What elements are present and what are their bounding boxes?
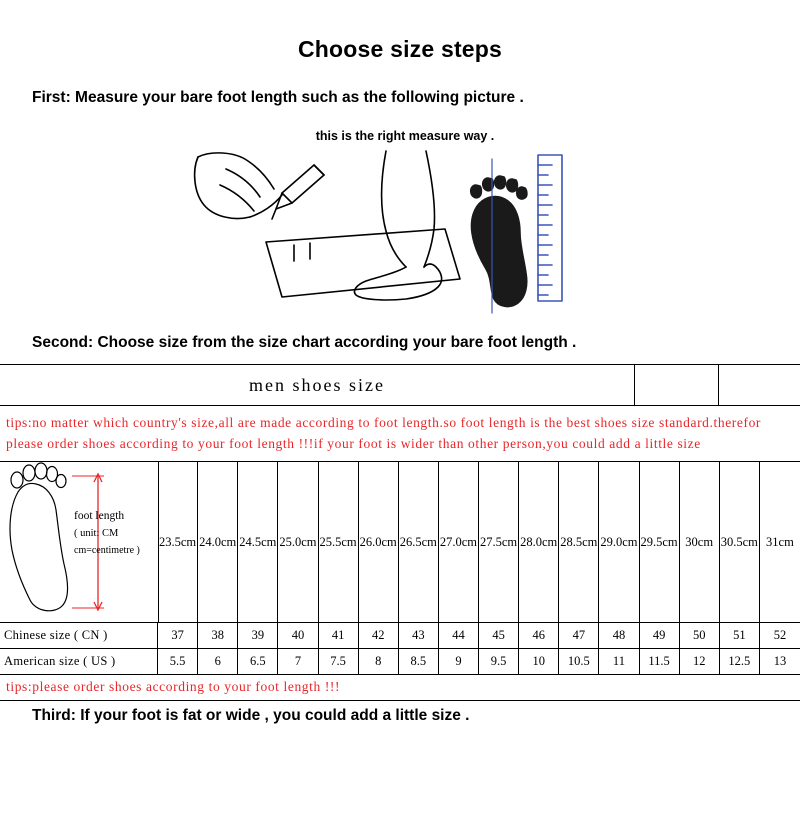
cn-size-cell: 39 xyxy=(238,623,278,648)
foot-length-label xyxy=(74,508,140,559)
foot-length-cell: 29.5cm xyxy=(640,462,680,622)
foot-length-cell: 28.5cm xyxy=(559,462,599,622)
row-label-us: American size ( US ) xyxy=(0,649,158,674)
us-size-cell: 11 xyxy=(599,649,639,674)
table-row-us xyxy=(0,649,800,675)
cn-size-cell: 47 xyxy=(559,623,599,648)
cn-size-cell: 50 xyxy=(680,623,720,648)
foot-length-cell: 27.5cm xyxy=(479,462,519,622)
step-three-text: Third: If your foot is fat or wide , you could add a little size . xyxy=(32,707,470,724)
foot-length-cell: 29.0cm xyxy=(599,462,639,622)
foot-length-label-line3: cm=centimetre ) xyxy=(74,545,140,556)
foot-length-cell: 25.0cm xyxy=(278,462,318,622)
size-chart-heading: men shoes size xyxy=(249,375,385,395)
page-title: Choose size steps xyxy=(297,36,503,62)
us-size-cell: 8.5 xyxy=(399,649,439,674)
us-size-cell: 10.5 xyxy=(559,649,599,674)
foot-length-cell: 24.0cm xyxy=(198,462,238,622)
us-size-cell: 13 xyxy=(773,654,787,668)
foot-length-cell: 25.5cm xyxy=(319,462,359,622)
size-guide-page xyxy=(0,36,800,836)
cn-size-cell: 52 xyxy=(773,628,787,642)
size-chart-tips-top: tips:no matter which country's size,all are made according to foot length.so foot length is the best shoes size standard.therefor please order shoes according to your foot length !!!if your foot is wider than other person,you could add a little size xyxy=(0,406,800,462)
table-row-cn xyxy=(0,623,800,649)
foot-length-row xyxy=(0,462,800,623)
foot-length-label-line2: ( unit: CM xyxy=(74,528,119,539)
foot-length-cell: 27.0cm xyxy=(439,462,479,622)
row-values-cn xyxy=(158,623,800,648)
step-one-text: First: Measure your bare foot length such as the following picture . xyxy=(32,89,524,106)
us-size-cell: 8 xyxy=(359,649,399,674)
foot-length-values xyxy=(158,462,800,622)
size-chart-header xyxy=(0,365,800,406)
cn-size-cell: 37 xyxy=(158,623,198,648)
row-label-cn: Chinese size ( CN ) xyxy=(0,623,158,648)
step-two-text: Second: Choose size from the size chart according your bare foot length . xyxy=(32,334,577,351)
us-size-cell: 10 xyxy=(519,649,559,674)
cn-size-cell: 51 xyxy=(720,623,760,648)
us-size-cell: 5.5 xyxy=(158,649,198,674)
cn-size-cell: 49 xyxy=(640,623,680,648)
cn-size-cell: 43 xyxy=(399,623,439,648)
us-size-cell: 12 xyxy=(680,649,720,674)
cn-size-cell: 48 xyxy=(599,623,639,648)
foot-length-cell: 26.0cm xyxy=(359,462,399,622)
cn-size-cell: 40 xyxy=(278,623,318,648)
foot-length-cell: 30cm xyxy=(680,462,720,622)
cn-size-cell: 45 xyxy=(479,623,519,648)
illustration-caption: this is the right measure way . xyxy=(315,129,495,143)
us-size-cell: 9.5 xyxy=(479,649,519,674)
foot-length-label-line1: foot length xyxy=(74,510,125,522)
foot-length-cell: 31cm xyxy=(766,534,794,549)
cn-size-cell: 46 xyxy=(519,623,559,648)
cn-size-cell: 41 xyxy=(319,623,359,648)
us-size-cell: 7 xyxy=(278,649,318,674)
row-values-us xyxy=(158,649,800,674)
foot-length-cell: 28.0cm xyxy=(519,462,559,622)
size-chart-tips-bottom: tips:please order shoes according to your foot length !!! xyxy=(6,679,341,694)
us-size-cell: 6.5 xyxy=(238,649,278,674)
foot-length-cell: 23.5cm xyxy=(158,462,198,622)
measure-illustration-svg xyxy=(190,149,610,324)
measure-illustration xyxy=(0,149,800,324)
us-size-cell: 7.5 xyxy=(319,649,359,674)
foot-length-cell: 26.5cm xyxy=(399,462,439,622)
us-size-cell: 9 xyxy=(439,649,479,674)
cn-size-cell: 42 xyxy=(359,623,399,648)
foot-length-cell: 30.5cm xyxy=(720,462,760,622)
us-size-cell: 6 xyxy=(198,649,238,674)
us-size-cell: 12.5 xyxy=(720,649,760,674)
cn-size-cell: 44 xyxy=(439,623,479,648)
foot-diagram xyxy=(0,462,159,622)
size-chart xyxy=(0,364,800,701)
us-size-cell: 11.5 xyxy=(640,649,680,674)
foot-length-cell: 24.5cm xyxy=(238,462,278,622)
cn-size-cell: 38 xyxy=(198,623,238,648)
